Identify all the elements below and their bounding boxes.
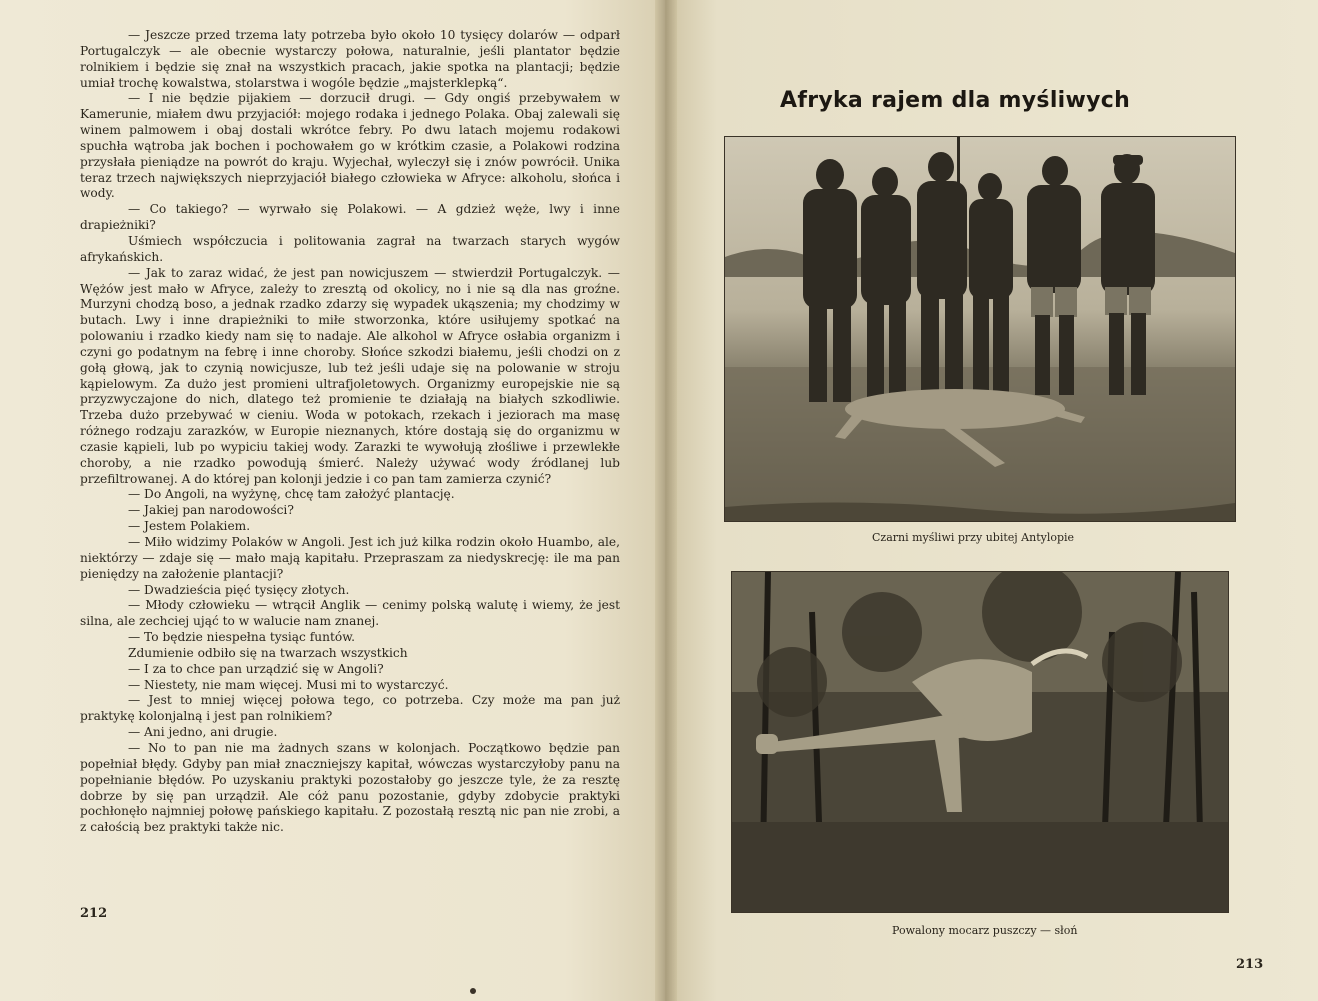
paragraph: — Do Angoli, na wyżynę, chcę tam założyć plantację. xyxy=(128,487,455,502)
paragraph: — Ani jedno, ani drugie. xyxy=(128,725,278,740)
paragraph: — To będzie niespełna tysiąc funtów. xyxy=(128,630,356,645)
chapter-heading: Afryka rajem dla myśliwych xyxy=(780,88,1131,113)
body-text xyxy=(80,28,620,836)
paragraph: — I za to chce pan urządzić się w Angoli? xyxy=(128,661,384,676)
paragraph: — Jeszcze przed trzema laty potrzeba było około 10 tysięcy dolarów — odparł Portugalczyk — ale obecnie wystarczy połowa, naturalnie, jeśli plantator będzie rolnikiem i będzie się znał na wszystkich pracach, jakie spotka na plantacji; będzie umiał trochę kowalstwa, stolarstwa i wogóle będzie „majsterklepką“. xyxy=(80,28,620,90)
photo-caption-top: Czarni myśliwi przy ubitej Antylopie xyxy=(872,531,1075,544)
paragraph: — Dwadzieścia pięć tysięcy złotych. xyxy=(128,582,350,597)
paragraph: — I nie będzie pijakiem — dorzucił drugi. — Gdy ongiś przebywałem w Kamerunie, miałem dwu przyjaciół: mojego rodaka i jednego Polaka. Obaj zalewali się winem palmowem i obaj dostali wkrótce febry. Po dwu latach mojemu rodakowi spuchła wątroba jak bochen i pochowałem go w krótkim czasie, a Polakowi rodzina przysłała pieniądze na powrót do kraju. Wyjechał, wyleczył się i znów powrócił. Unika teraz trzech największych nieprzyjaciół białego człowieka w Afryce: alkoholu, słońca i wody. xyxy=(80,91,620,201)
book-gutter xyxy=(655,0,677,1001)
elephant-photo xyxy=(731,571,1229,913)
paragraph: — Jestem Polakiem. xyxy=(128,519,251,534)
paragraph: — Jakiej pan narodowości? xyxy=(128,503,294,518)
hunters-photo xyxy=(724,136,1236,522)
paragraph: — Jak to zaraz widać, że jest pan nowicjuszem — stwierdził Portugalczyk. — Wężów jest mało w Afryce, zależy to zresztą od okolicy, no i nie są dla nas groźne. Murzyni chodzą boso, a jednak rzadko zdarzy się wypadek ukąszenia; my chodzimy w butach. Lwy i inne drapieżniki to miłe stworzonka, które usiłujemy spotkać na polowaniu i rzadko kiedy nam się to nadaje. Ale alkohol w Afryce osłabia organizm i czyni go podatnym na febrę i inne choroby. Słońce szkodzi białemu, jeśli chodzi on z gołą głową, jak to czynią nowicjusze, lub też jeśli udaje się na polowanie w stroju kąpielowym. Za dużo jest promieni ultrafjoletowych. Organizmy europejskie nie są przyzwyczajone do nich, dlatego też promienie te działają na białych szkodliwie. Trzeba dużo przebywać w cieniu. Woda w potokach, rzekach i jeziorach ma masę różnego rodzaju zarazków, w Europie nieznanych, które dostają się do organizmu w czasie kąpieli, lub po wypiciu takiej wody. Zarazki te wywołują złośliwe i przewlekłe choroby, a nie rzadko powodują śmierć. Należy używać wody źródlanej lub przefiltrowanej. A do której pan kolonji jedzie i co pan tam zamierza czynić? xyxy=(80,265,620,486)
page-number: 212 xyxy=(80,906,108,921)
paragraph: — Młody człowieku — wtrącił Anglik — cenimy polską walutę i wiemy, że jest silna, ale zechciej ująć to w walucie nam znanej. xyxy=(80,598,620,629)
page-number: 213 xyxy=(1236,957,1264,972)
hunters-photo-image xyxy=(725,137,1235,521)
paragraph: — Co takiego? — wyrwało się Polakowi. — A gdzież węże, lwy i inne drapieżniki? xyxy=(80,202,620,233)
paragraph: Zdumienie odbiło się na twarzach wszystkich xyxy=(128,645,408,660)
photo-caption-bottom: Powalony mocarz puszczy — słoń xyxy=(892,924,1078,937)
binding-mark xyxy=(470,988,476,994)
paragraph: — Miło widzimy Polaków w Angoli. Jest ich już kilka rodzin około Huambo, ale, niektórzy — zdaje się — mało mają kapitału. Przepraszam za niedyskrecję: ile ma pan pieniędzy na założenie plantacji? xyxy=(80,535,620,581)
elephant-photo-image xyxy=(732,572,1228,912)
paragraph: — No to pan nie ma żadnych szans w kolonjach. Początkowo będzie pan popełniał błędy. Gdyby pan miał znaczniejszy kapitał, wówczas wystarczyłoby panu na popełnianie błędów. Po uzyskaniu praktyki pozostałoby go jeszcze tyle, że za resztę dobrze by się pan urządził. Ale cóż panu pozostanie, gdyby zdobycie praktyki pochłonęło najmniej połowę pańskiego kapitału. Z pozostałą resztą nic pan nie zrobi, a z całością bez praktyki także nic. xyxy=(80,740,620,835)
paragraph: Uśmiech współczucia i politowania zagrał na twarzach starych wygów afrykańskich. xyxy=(80,233,620,264)
paragraph: — Niestety, nie mam więcej. Musi mi to wystarczyć. xyxy=(128,677,449,692)
paragraph: — Jest to mniej więcej połowa tego, co potrzeba. Czy może ma pan już praktykę kolonjalną i jest pan rolnikiem? xyxy=(80,693,620,724)
